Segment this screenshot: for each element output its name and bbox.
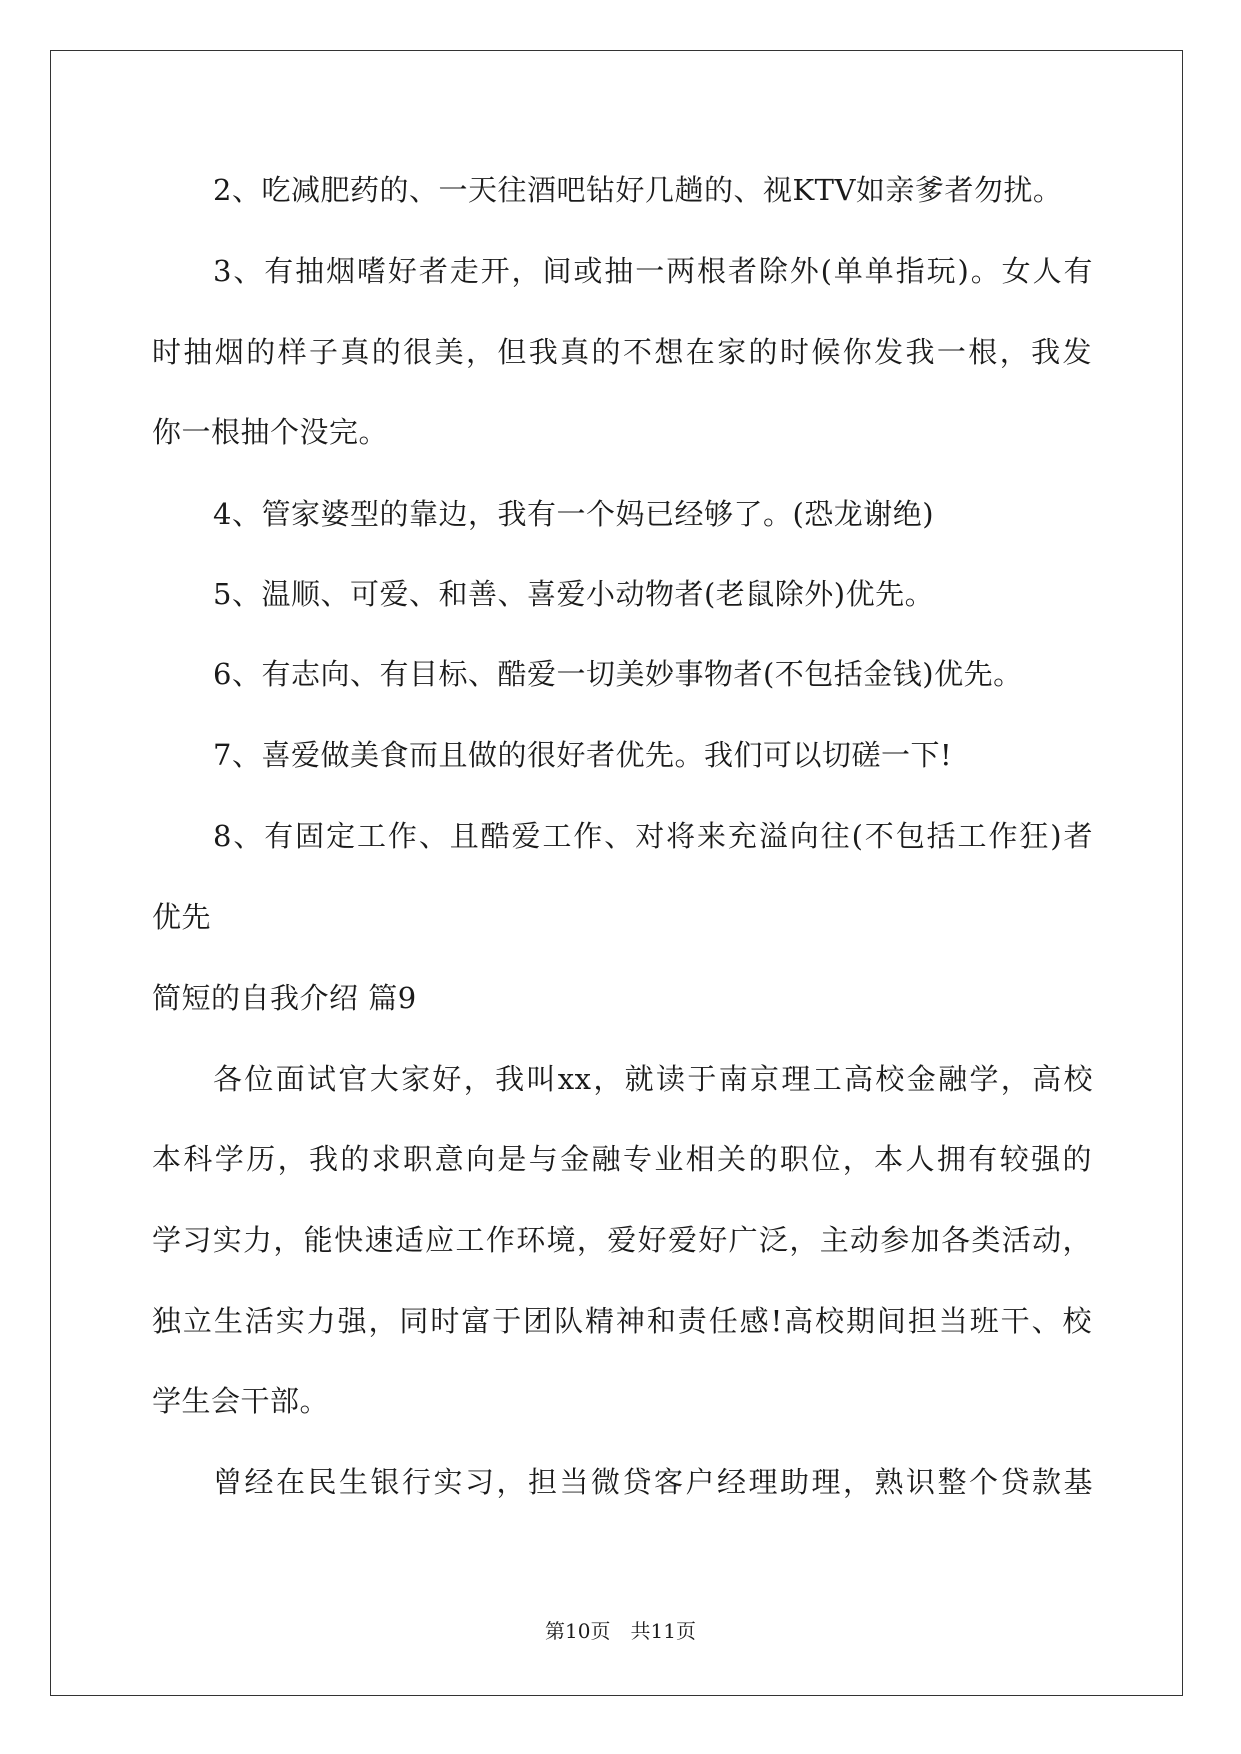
section-heading: 简短的自我介绍 篇9 xyxy=(152,981,417,1015)
page-number-current: 第10页 xyxy=(545,1619,611,1643)
intro-paragraph-line-4: 独立生活实力强，同时富于团队精神和责任感!高校期间担当班干、校 xyxy=(152,1304,1092,1338)
paragraph-item-3-line-3: 你一根抽个没完。 xyxy=(152,415,389,449)
paragraph-item-8-line-2: 优先 xyxy=(152,900,212,934)
paragraph-item-3-line-2: 时抽烟的样子真的很美，但我真的不想在家的时候你发我一根，我发 xyxy=(152,335,1092,369)
paragraph-item-4: 4、管家婆型的靠边，我有一个妈已经够了。(恐龙谢绝) xyxy=(213,497,935,531)
intro-paragraph-line-1: 各位面试官大家好，我叫xx，就读于南京理工高校金融学，高校 xyxy=(213,1062,1093,1096)
page-border xyxy=(50,50,1183,1696)
intro-paragraph-line-2: 本科学历，我的求职意向是与金融专业相关的职位，本人拥有较强的 xyxy=(152,1142,1092,1176)
internship-paragraph-line-1: 曾经在民生银行实习，担当微贷客户经理助理，熟识整个贷款基 xyxy=(213,1465,1093,1499)
paragraph-item-2: 2、吃减肥药的、一天往酒吧钻好几趟的、视KTV如亲爹者勿扰。 xyxy=(213,173,1063,207)
paragraph-item-6: 6、有志向、有目标、酷爱一切美妙事物者(不包括金钱)优先。 xyxy=(213,657,1023,691)
page-footer xyxy=(0,1618,1241,1644)
paragraph-item-3-line-1: 3、有抽烟嗜好者走开，间或抽一两根者除外(单单指玩)。女人有 xyxy=(213,254,1093,288)
paragraph-item-5: 5、温顺、可爱、和善、喜爱小动物者(老鼠除外)优先。 xyxy=(213,577,935,611)
paragraph-item-8-line-1: 8、有固定工作、且酷爱工作、对将来充溢向往(不包括工作狂)者 xyxy=(213,819,1093,853)
page-number-total: 共11页 xyxy=(630,1619,696,1643)
intro-paragraph-line-3: 学习实力，能快速适应工作环境，爱好爱好广泛，主动参加各类活动， xyxy=(152,1223,1092,1257)
paragraph-item-7: 7、喜爱做美食而且做的很好者优先。我们可以切磋一下! xyxy=(213,738,953,772)
intro-paragraph-line-5: 学生会干部。 xyxy=(152,1384,330,1418)
